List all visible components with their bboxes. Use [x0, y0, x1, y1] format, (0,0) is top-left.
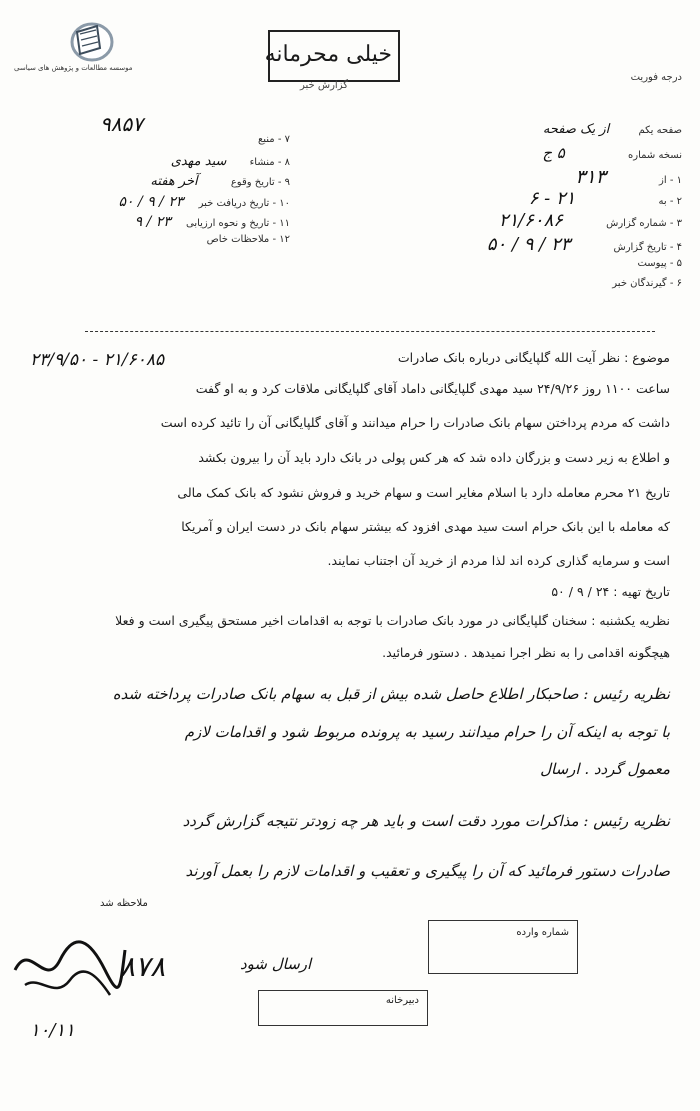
field-row-1 — [422, 122, 682, 144]
field-row-9-left — [40, 174, 290, 194]
mid-signature: ارسال شود — [240, 955, 312, 973]
registry-stamp-1-text: دبیرخانه — [385, 995, 419, 1006]
field-row-2 — [422, 144, 682, 166]
field-value: ۲۳ / ۹ / ۵۰ — [118, 194, 184, 210]
field-row-10-left — [40, 194, 290, 214]
field-row-6 — [422, 234, 682, 258]
signature-date: ۱۰/۱۱ — [30, 1020, 75, 1041]
field-row-3 — [422, 166, 682, 188]
handwritten-note-1: نظریه رئیس : صاحبکار اطلاع حاصل شده بیش از قبل به سهام بانک صادرات پرداخته شده — [112, 685, 670, 703]
registry-stamp-2 — [428, 920, 578, 974]
handwritten-note-3: معمول گردد . ارسال — [540, 760, 670, 778]
field-value: آخر هفته — [150, 174, 198, 189]
field-value: ۳۱۳ — [575, 166, 606, 188]
field-label: ۲ - به — [658, 196, 682, 207]
field-label: ۳ - شماره گزارش — [606, 218, 682, 229]
subject-number: ۲۱/۶۰۸۵ - ۲۳/۹/۵۰ — [30, 350, 165, 370]
registry-stamp-1 — [258, 990, 428, 1026]
field-label: صفحه یکم — [638, 125, 682, 136]
field-label: ۶ - گیرندگان خبر — [612, 278, 682, 289]
field-value: ۲۱/۶۰۸۶ — [498, 210, 563, 231]
field-row-7-left — [40, 134, 290, 154]
field-label: نسخه شماره — [628, 150, 682, 161]
body-line-6: است و سرمایه گذاری کرده اند لذا مردم از خرید آن اجتناب نمایند. — [327, 553, 670, 568]
body-line-5: که معامله با این بانک حرام است سید مهدی افزود که بیشتر سهام بانک در دست ایران و آمریکا — [181, 519, 670, 534]
field-label: ۹ - تاریخ وقوع — [230, 177, 290, 188]
signature-label: ملاحظه شد — [100, 898, 148, 909]
report-type-label: گزارش خبر — [300, 80, 348, 91]
field-label: ۸ - منشاء — [249, 157, 290, 168]
section-divider — [85, 331, 655, 332]
field-value: ۲۱ - ۶ — [528, 188, 576, 209]
body-line-4: تاریخ ۲۱ محرم معامله دارد با اسلام مغایر است و سهام خرید و فروش نشود که بانک کمک مالی — [177, 485, 670, 500]
field-label: ۱ - از — [659, 175, 682, 186]
field-value: ۵ ج — [542, 144, 565, 162]
left-fields — [40, 134, 290, 254]
archive-logo-text: موسسه مطالعات و پژوهش های سیاسی — [14, 64, 133, 72]
registry-stamp-2-text: شماره وارده — [516, 927, 569, 938]
handwritten-signature — [10, 930, 130, 1010]
subject-row — [30, 350, 670, 370]
field-value: ۲۳ / ۹ — [134, 214, 171, 230]
field-label: ۴ - تاریخ گزارش — [613, 242, 682, 253]
handwritten-note-2: با توجه به اینکه آن را حرام میدانند رسید به پرونده مربوط شود و اقدامات لازم — [184, 723, 670, 741]
field-label: ۷ - منبع — [257, 134, 290, 145]
field-label: ۱۲ - ملاحظات خاص — [206, 234, 290, 245]
field-value: سید مهدی — [170, 154, 227, 169]
body-line-2: داشت که مردم پرداختن سهام بانک صادرات را حرام میدانند و آقای گلپایگانی آن را تائید کرده است — [160, 415, 670, 430]
field-row-7 — [422, 258, 682, 278]
handwritten-note-5: صادرات دستور فرمائید که آن را پیگیری و تعقیب و اقدامات لازم را بعمل آورند — [185, 862, 670, 880]
body-line-1: ساعت ۱۱۰۰ روز ۲۴/۹/۲۶ سید مهدی گلپایگانی داماد آقای گلپایگانی ملاقات کرد و به او گفت — [195, 381, 670, 396]
urgency-label: درجه فوریت — [630, 72, 682, 83]
field-label: ۱۰ - تاریخ دریافت خبر — [198, 198, 290, 209]
field-value: ۲۳ / ۹ / ۵۰ — [486, 234, 571, 255]
field-value: از یک صفحه — [542, 122, 610, 137]
signature-number: ۸۷۸ — [120, 950, 166, 983]
archive-logo — [22, 18, 122, 88]
opinion-line-1: نظریه یکشنبه : سخنان گلپایگانی در مورد بانک صادرات با توجه به اقدامات اخیر مستحق پیگیری است و فعلا — [115, 613, 670, 628]
ref-number: ۹۸۵۷ — [100, 112, 143, 136]
field-label: ۱۱ - تاریخ و نحوه ارزیابی — [185, 218, 290, 229]
right-fields — [422, 122, 682, 298]
field-row-4 — [422, 188, 682, 210]
field-row-8 — [422, 278, 682, 298]
subject-line: موضوع : نظر آیت الله گلپایگانی درباره بانک صادرات — [397, 350, 670, 365]
handwritten-note-4: نظریه رئیس : مذاکرات مورد دقت است و باید هر چه زودتر نتیجه گزارش گردد — [182, 812, 670, 830]
classification-stamp: خیلی محرمانه — [264, 42, 392, 67]
body-line-3: و اطلاع به زیر دست و بزرگان داده شد که هر کس پولی در بانک دارد باید آن را بیرون بکشد — [198, 450, 670, 465]
field-row-8-left — [40, 154, 290, 174]
field-row-11-left — [40, 214, 290, 234]
field-label: ۵ - پیوست — [637, 258, 682, 269]
opinion-line-2: هیچگونه اقدامی را به نظر اجرا نمیدهد . دستور فرمائید. — [382, 645, 670, 660]
prep-date-line: تاریخ تهیه : ۲۴ / ۹ / ۵۰ — [551, 584, 670, 599]
field-row-12-left — [40, 234, 290, 254]
field-row-5 — [422, 210, 682, 234]
